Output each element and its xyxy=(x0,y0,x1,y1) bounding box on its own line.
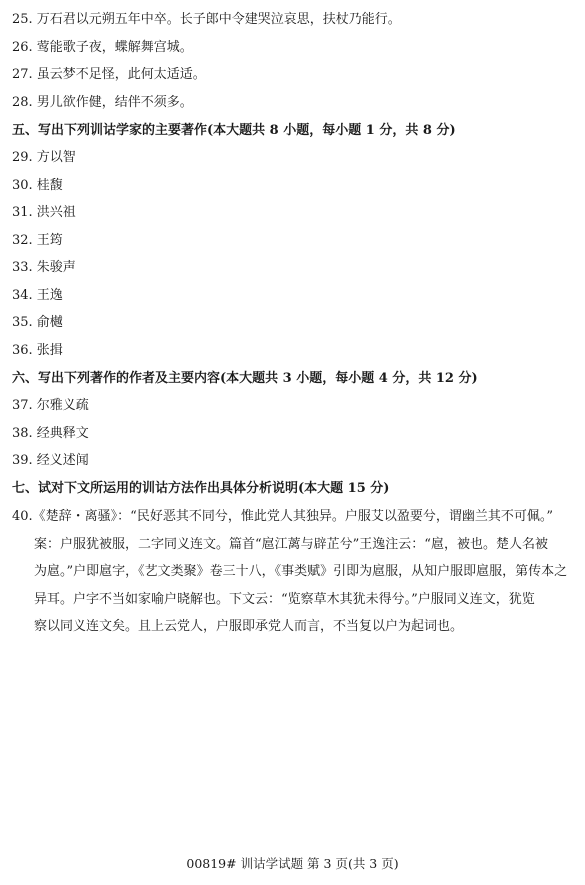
question-28: 28. 男儿欲作健，结伴不须多。 xyxy=(12,95,193,110)
question-40-line-1: 40.《楚辞・离骚》：“民好恶其不同兮，惟此党人其独异。户服艾以盈要兮，谓幽兰其不可佩。” xyxy=(12,509,553,524)
question-35: 35. 俞樾 xyxy=(12,315,63,330)
question-25: 25. 万石君以元朔五年中卒。长子郎中令建哭泣哀思，扶杖乃能行。 xyxy=(12,12,401,27)
question-32: 32. 王筠 xyxy=(12,233,63,248)
section-7-heading: 七、试对下文所运用的训诂方法作出具体分析说明(本大题 15 分) xyxy=(12,481,390,496)
question-29: 29. 方以智 xyxy=(12,150,76,165)
question-40 xyxy=(12,503,577,641)
question-40-line-3: 为扈。”户即扈字，《艺文类聚》卷三十八，《事类赋》引即为扈服，从知户服即扈服，第传本之 xyxy=(34,564,568,579)
section-5-heading: 五、写出下列训诂学家的主要著作(本大题共 8 小题，每小题 1 分，共 8 分) xyxy=(12,123,456,138)
page-footer: 00819# 训诂学试题 第 3 页(共 3 页) xyxy=(186,856,399,871)
question-36: 36. 张揖 xyxy=(12,343,63,358)
question-38: 38. 经典释文 xyxy=(12,426,89,441)
question-30: 30. 桂馥 xyxy=(12,178,63,193)
section-6-heading: 六、写出下列著作的作者及主要内容(本大题共 3 小题，每小题 4 分，共 12 分) xyxy=(12,371,478,386)
question-40-line-4: 异耳。户字不当如家喻户晓解也。下文云：“览察草木其犹未得兮。”户服同义连文，犹览 xyxy=(34,591,535,607)
question-31: 31. 洪兴祖 xyxy=(12,205,76,220)
question-34: 34. 王逸 xyxy=(12,288,63,303)
question-37: 37. 尔雅义疏 xyxy=(12,398,89,413)
question-40-line-5: 察以同义连文矣。且上云党人，户服即承党人而言，不当复以户为起词也。 xyxy=(34,619,464,634)
question-39: 39. 经义述闻 xyxy=(12,453,89,468)
question-40-line-2: 案：户服犹被服，二字同义连文。篇首“扈江蓠与辟芷兮”王逸注云：“扈，被也。楚人名被 xyxy=(34,536,548,552)
question-27: 27. 虽云梦不足怪，此何太适适。 xyxy=(12,67,206,82)
question-26: 26. 莺能歌子夜，蝶解舞宫城。 xyxy=(12,40,193,55)
question-33: 33. 朱骏声 xyxy=(12,260,76,275)
